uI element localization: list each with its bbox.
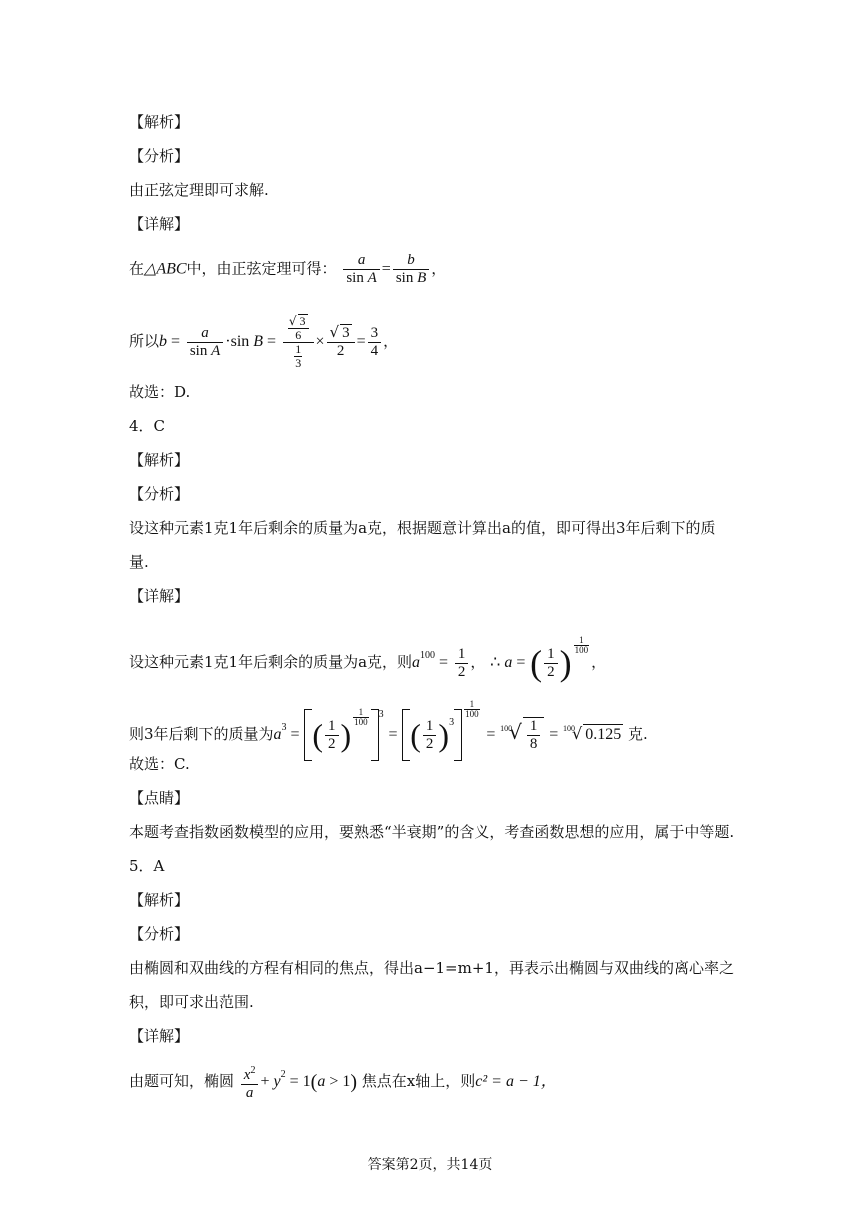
heading-dianjing: 【点睛】 — [129, 789, 190, 807]
heading-xiangjie-3: 【详解】 — [129, 215, 190, 233]
fraction-1-over-2: $\frac{1}{2}$ — [455, 646, 469, 681]
comment-text: 本题考查指数函数模型的应用，要熟悉“半衰期”的含义，考查函数思想的应用，属于中等题. — [129, 823, 735, 841]
fraction-x2-over-a: $\frac{x^2}{a}$ — [241, 1062, 259, 1102]
question-number-4: 4．C — [129, 417, 166, 435]
analysis-text-3: 由正弦定理即可求解. — [129, 181, 269, 199]
answer-line-4: 故选：C. — [129, 755, 190, 773]
root-100-one-eighth: $^{100}$√ $\frac{1}{8}$ — [500, 726, 544, 743]
fraction-b-over-sinB: $\frac{b}{\text{sin B}}$ — [393, 252, 429, 287]
heading-xiangjie-5: 【详解】 — [129, 1027, 190, 1045]
solution-line-ellipse: 由题可知，椭圆 $\frac{x^2}{a}$ + $y^2 = 1(a > 1)$ 焦点在x轴上，则c² = a − 1， — [129, 1062, 557, 1102]
fraction-sqrt3-over-2: $\frac{√ 3}{2}$ — [327, 324, 355, 360]
analysis-text-5-cont: 积，即可求出范围. — [129, 993, 254, 1011]
fraction-a-over-sinA: $\frac{a}{\text{sin A}}$ — [343, 252, 379, 287]
compound-fraction-sqrt3-6-over-1-3: $\frac{\frac{√ 3}{6}}{\frac{1}{3}}$ — [283, 314, 314, 370]
solution-line-a100: 设这种元素1克1年后剩余的质量为a克，则$a^{100}$ = $\frac{1}{2}$ ， ∴ a = ( $\frac{1}{2}$ ) $\frac{1}{100}$ ， — [129, 635, 607, 683]
fraction-1-over-2-c: $\frac{1}{2}$ — [325, 718, 339, 753]
heading-fenxi-3: 【分析】 — [129, 147, 190, 165]
fraction-1-over-2-d: $\frac{1}{2}$ — [423, 718, 437, 753]
answer-line-3: 故选：D. — [129, 383, 191, 401]
root-100-0125: $^{100}$√ 0.125 — [563, 724, 622, 743]
fraction-3-over-4: $\frac{3}{4}$ — [368, 325, 382, 360]
triangle-abc: △ABC — [144, 260, 187, 278]
solution-line-sine-law: 在△ABC中，由正弦定理可得： $\frac{a}{\text{sin A}}$ = $\frac{b}{\text{sin B}}$ ， — [129, 252, 447, 286]
solution-line-compute-b: 所以b = $\frac{a}{\text{sin A}}$ ·sin B = $\frac{\frac{√ 3}{6}}{\frac{1}{3}}$ × $\frac{√ 3}{2}$ = $\frac{3}{4}$ ， — [129, 314, 399, 370]
fraction-1-over-2-b: $\frac{1}{2}$ — [544, 646, 558, 681]
fraction-a-over-sinA-2: $\frac{a}{\text{sin A}}$ — [187, 325, 223, 360]
heading-jiexi-5: 【解析】 — [129, 891, 190, 909]
analysis-text-4: 设这种元素1克1年后剩余的质量为a克，根据题意计算出a的值，即可得出3年后剩下的质 — [129, 519, 716, 537]
analysis-text-4-cont: 量. — [129, 553, 149, 571]
heading-xiangjie-4: 【详解】 — [129, 587, 190, 605]
heading-fenxi-5: 【分析】 — [129, 925, 190, 943]
exponent-1-over-100: $\frac{1}{100}$ — [574, 635, 589, 655]
heading-fenxi-4: 【分析】 — [129, 485, 190, 503]
page-footer: 答案第2页，共14页 — [367, 1157, 493, 1173]
analysis-text-5: 由椭圆和双曲线的方程有相同的焦点，得出a−1=m+1，再表示出椭圆与双曲线的离心率之 — [129, 959, 734, 977]
solution-line-a3: 则3年后剩下的质量为$a^3$ = ( $\frac{1}{2}$ ) $\frac{1}{100}$ $^3$ = ( $\frac{1}{2}$ )$^3$ $\frac{1}{100}$ = $^{100}$√ $\frac{1}{8}$ = $^{100}$√ 0.125 克. — [129, 700, 648, 761]
heading-jiexi-3: 【解析】 — [129, 113, 190, 131]
question-number-5: 5．A — [129, 857, 165, 875]
heading-jiexi-4: 【解析】 — [129, 451, 190, 469]
